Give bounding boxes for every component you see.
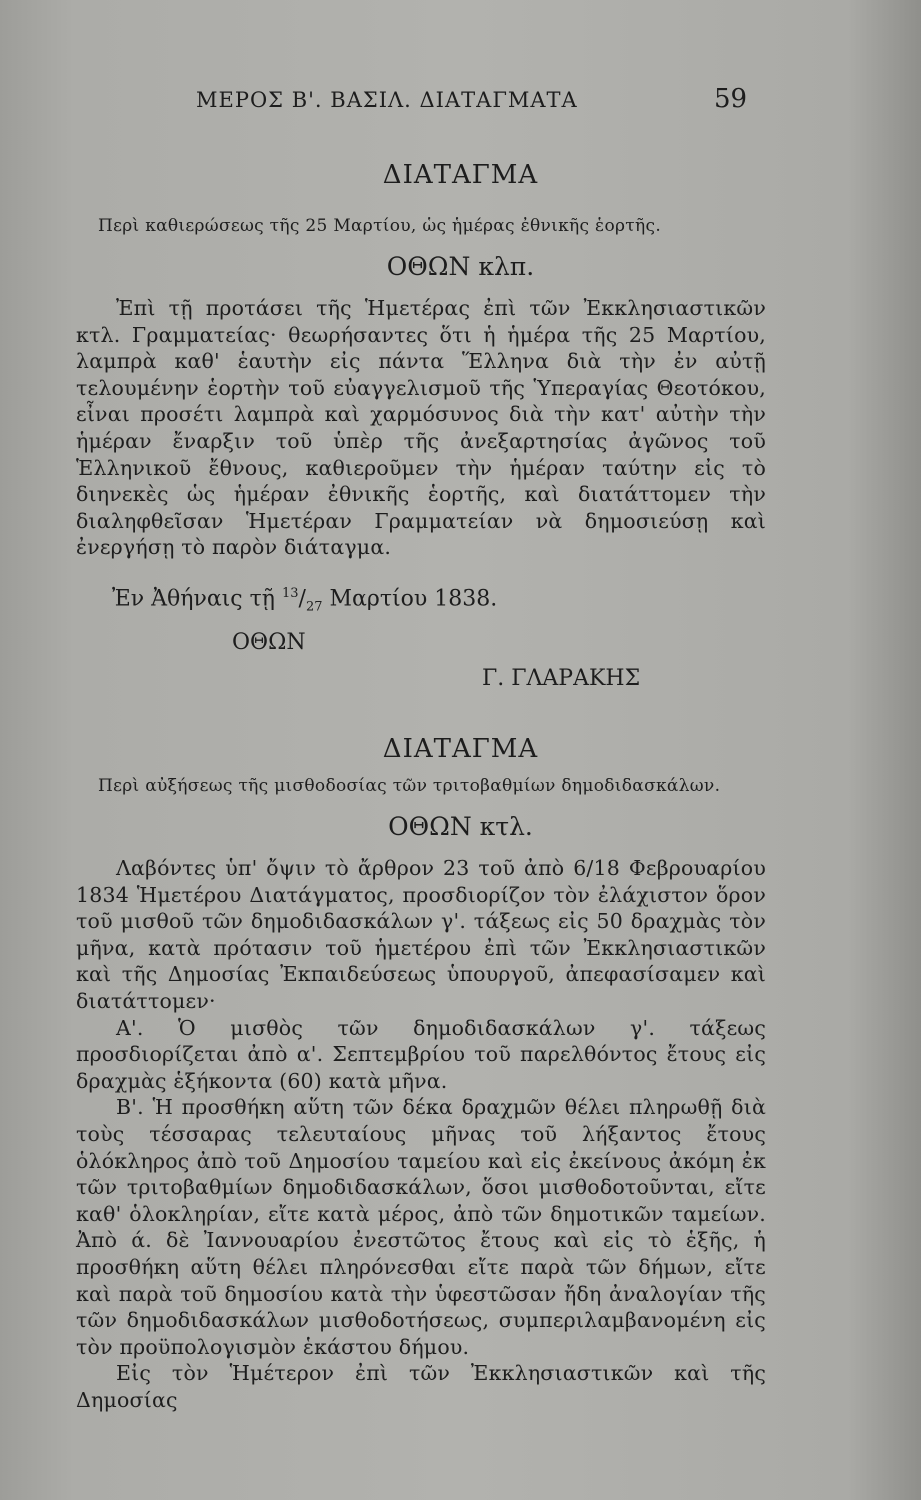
decree2-title: ΔΙΑΤΑΓΜΑ xyxy=(382,734,539,764)
decree2-king-line: ΟΘΩΝ κτλ. xyxy=(388,812,533,841)
decree1-subject: Περὶ καθιερώσεως τῆς 25 Μαρτίου, ὡς ἡμέρας ἐθνικῆς ἑορτῆς. xyxy=(98,216,662,236)
decree1-king-line: ΟΘΩΝ κλπ. xyxy=(386,252,535,281)
date-day-new: 27 xyxy=(305,599,323,615)
decree2-preamble: Λαβόντες ὑπ' ὄψιν τὸ ἄρθρον 23 τοῦ ἀπὸ 6/18 Φεβρουαρίου 1834 Ἡμετέρου Διατάγματος, προσδιορίζον τὸν ἐλάχιστον ὅρον τοῦ μισθοῦ τῶν δημοδιδασκάλων γ'. τάξεως εἰς 50 δραχμὰς τὸν μῆνα, κατὰ πρότασιν τοῦ ἡμετέρου ἐπὶ τῶν Ἐκκλησιαστικῶν καὶ τῆς Δημοσίας Ἐκπαιδεύσεως ὑπουργοῦ, ἀπεφασίσαμεν καὶ διατάττομεν· xyxy=(76,856,766,1013)
decree1-date-line: Ἐν Ἀθήναις τῇ $^{13}/_{27}$ Μαρτίου 1838. xyxy=(112,586,498,615)
signature-king: ΟΘΩΝ xyxy=(232,630,306,655)
decree2-subject: Περὶ αὐξήσεως τῆς μισθοδοσίας τῶν τριτοβαθμίων δημοδιδασκάλων. xyxy=(98,776,721,796)
page-number: 59 xyxy=(714,84,748,114)
decree2-body xyxy=(76,855,766,1413)
page-header xyxy=(0,84,921,118)
decree2-article-b: Β'. Ἡ προσθήκη αὕτη τῶν δέκα δραχμῶν θέλει πληρωθῇ διὰ τοὺς τέσσαρας τελευταίους μῆνας τοῦ λήξαντος ἔτους ὁλόκληρος ἀπὸ τοῦ Δημοσίου ταμείου καὶ εἰς ἐκείνους ἀκόμη ἐκ τῶν τριτοβαθμίων δημοδιδασκάλων, ὅσοι μισθοδοτοῦνται, εἴτε καθ' ὁλοκληρίαν, εἴτε κατὰ μέρος, ἀπὸ τῶν δημοτικῶν ταμείων. Ἀπὸ ά. δὲ Ἰαννουαρίου ἐνεστῶτος ἔτους καὶ εἰς τὸ ἑξῆς, ἡ προσθήκη αὕτη θέλει πληρόνεσθαι εἴτε παρὰ τῶν δήμων, εἴτε καὶ παρὰ τοῦ δημοσίου κατὰ τὴν ὑφεστῶσαν ἤδη ἀναλογίαν τῆς τῶν δημοδιδασκάλων μισθοδοτήσεως, συμπεριλαμβανομένη εἰς τὸν προϋπολογισμὸν ἑκάστου δήμου. xyxy=(76,1095,766,1359)
date-suffix: Μαρτίου 1838. xyxy=(329,586,498,612)
decree1-body xyxy=(76,295,766,561)
running-title: ΜΕΡΟΣ Β'. ΒΑΣΙΛ. ΔΙΑΤΑΓΜΑΤΑ xyxy=(196,88,578,112)
decree2-closing: Εἰς τὸν Ἡμέτερον ἐπὶ τῶν Ἐκκλησιαστικῶν καὶ τῆς Δημοσίας xyxy=(76,1361,766,1412)
decree2-article-a: Α'. Ὁ μισθὸς τῶν δημοδιδασκάλων γ'. τάξεως προσδιορίζεται ἀπὸ α'. Σεπτεμβρίου τοῦ παρελθόντος ἔτους εἰς δραχμὰς ἑξήκοντα (60) κατὰ μῆνα. xyxy=(76,1015,766,1093)
decree1-title: ΔΙΑΤΑΓΜΑ xyxy=(382,160,539,190)
signature-minister: Γ. ΓΛΑΡΑΚΗΣ xyxy=(482,666,641,691)
date-day-old: 13 xyxy=(281,586,299,601)
decree1-paragraph: Ἐπὶ τῇ προτάσει τῆς Ἡμετέρας ἐπὶ τῶν Ἐκκλησιαστικῶν κτλ. Γραμματείας· θεωρήσαντες ὅτι ἡ ἡμέρα τῆς 25 Μαρτίου, λαμπρὰ καθ' ἑαυτὴν εἰς πάντα Ἕλληνα διὰ τὴν ἐν αὐτῇ τελουμένην ἑορτὴν τοῦ εὐαγγελισμοῦ τῆς Ὑπεραγίας Θεοτόκου, εἶναι προσέτι λαμπρὰ καὶ χαρμόσυνος διὰ τὴν κατ' αὐτὴν τὴν ἡμέραν ἔναρξιν τοῦ ὑπὲρ τῆς ἀνεξαρτησίας ἀγῶνος τοῦ Ἑλληνικοῦ ἔθνους, καθιεροῦμεν τὴν ἡμέραν ταύτην εἰς τὸ διηνεκὲς ὡς ἡμέραν ἐθνικῆς ἑορτῆς, καὶ διατάττομεν τὴν διαληφθεῖσαν Ἡμετέραν Γραμματείαν νὰ δημοσιεύσῃ καὶ ἐνεργήσῃ τὸ παρὸν διάταγμα. xyxy=(76,296,766,560)
date-prefix: Ἐν Ἀθήναις τῇ xyxy=(112,586,275,612)
